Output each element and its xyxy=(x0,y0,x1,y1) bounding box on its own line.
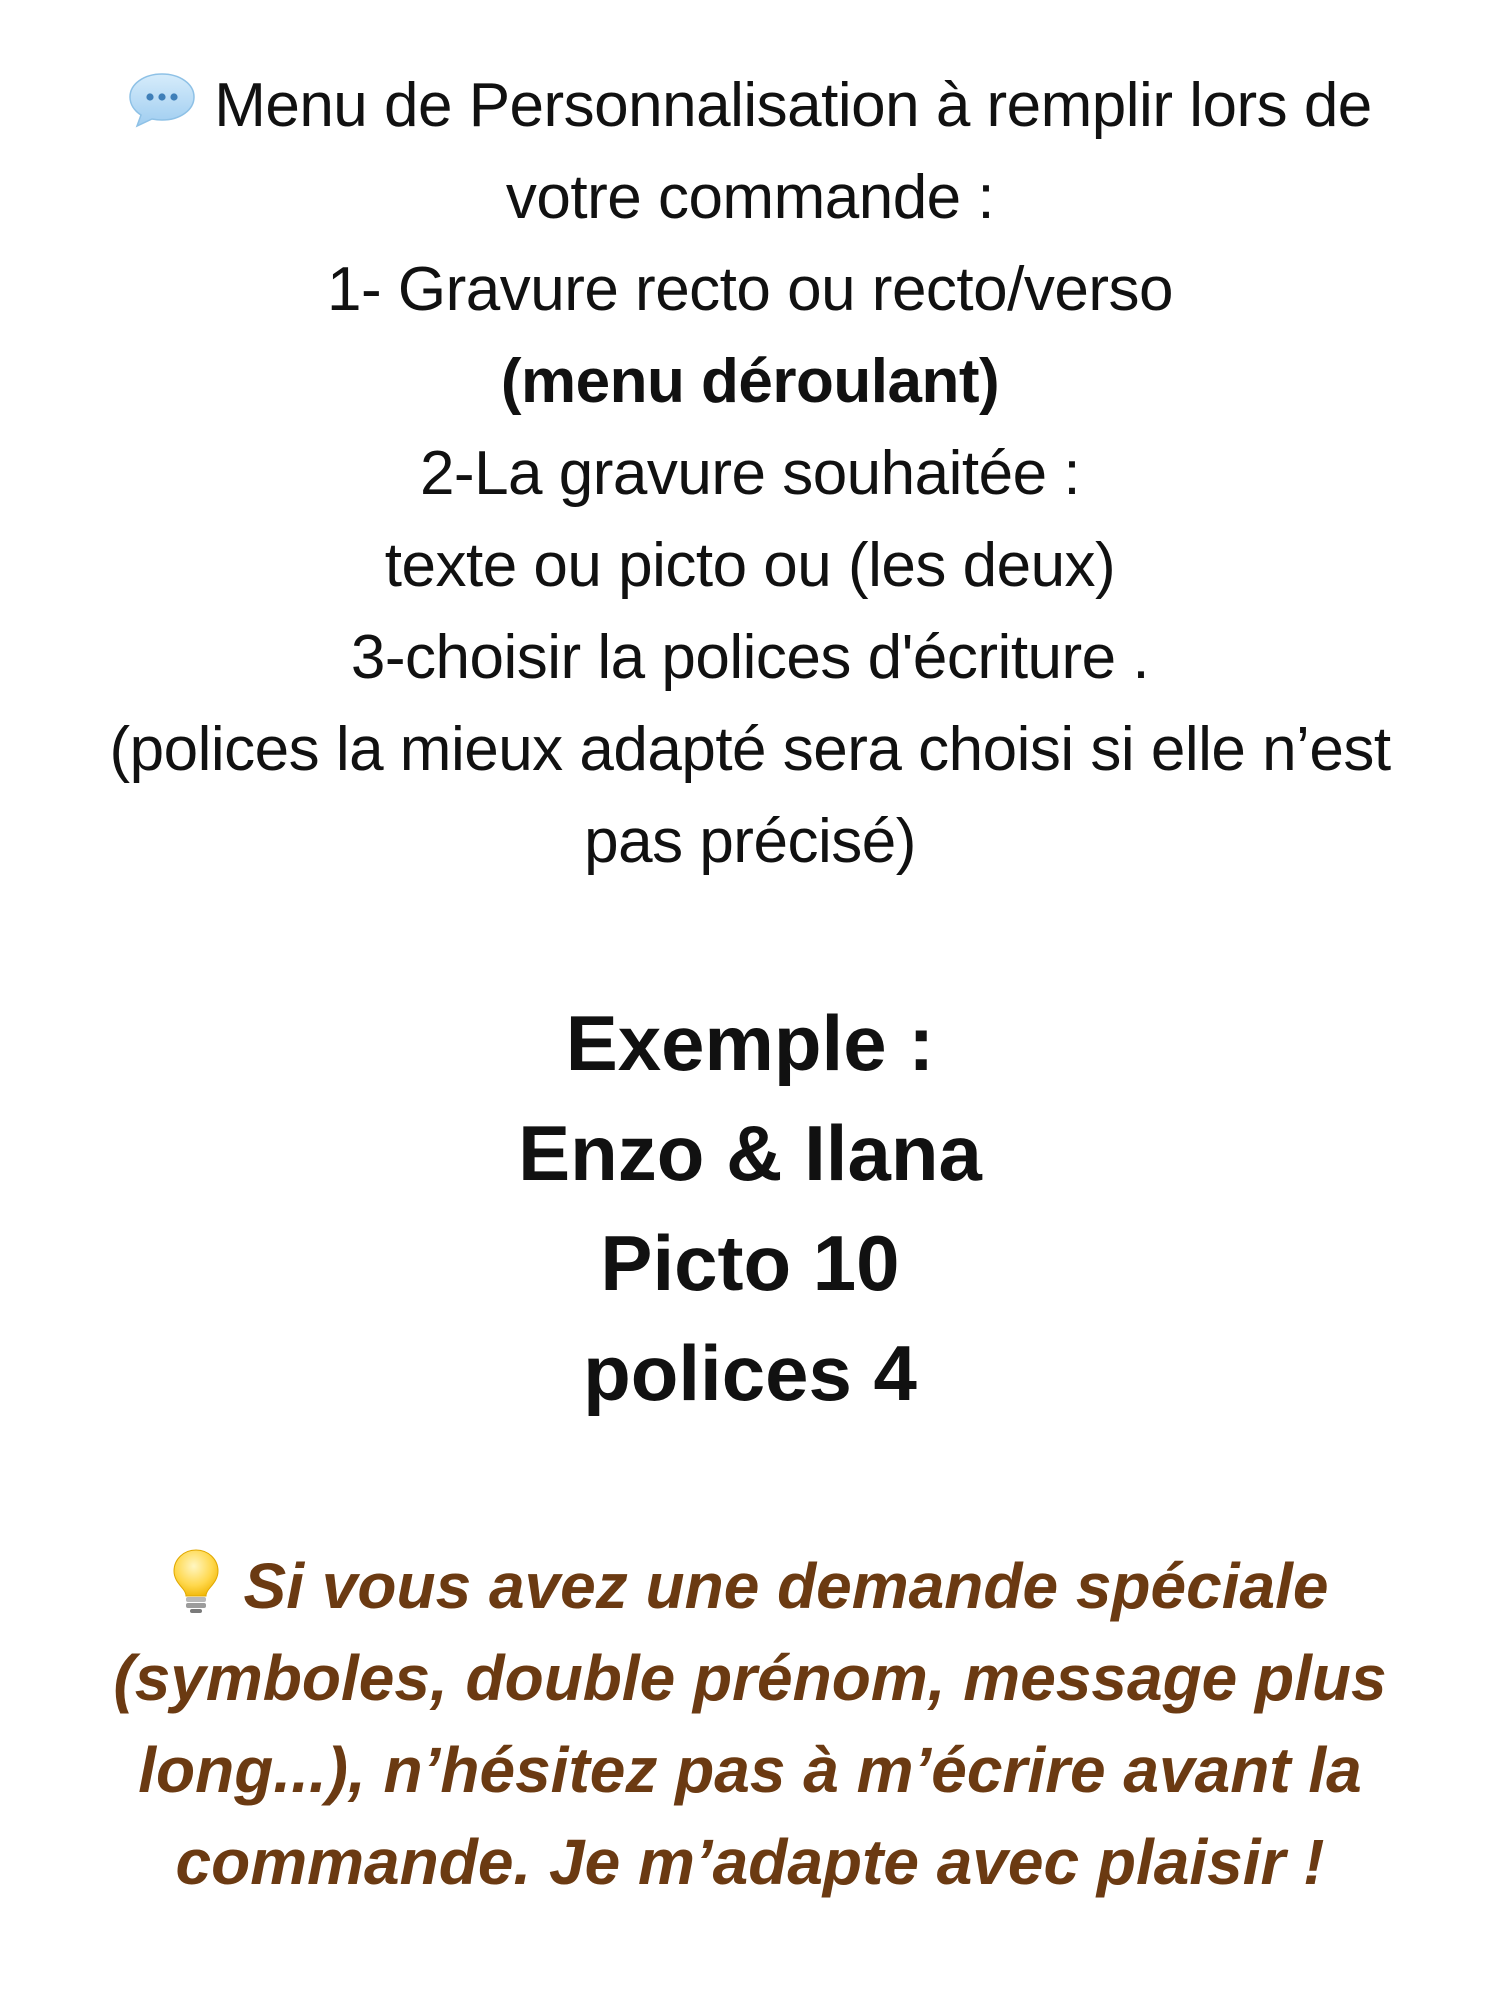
note-line-4: commande. Je m’adapte avec plaisir ! xyxy=(175,1826,1325,1898)
example-section xyxy=(0,988,1500,1428)
intro-line-5: 2-La gravure souhaitée : xyxy=(419,439,1081,508)
intro-line-9: pas précisé) xyxy=(584,807,916,876)
customization-instructions xyxy=(10,60,1490,888)
intro-line-2: votre commande : xyxy=(505,163,995,232)
example-font: polices 4 xyxy=(583,1329,917,1417)
speech-bubble-icon xyxy=(128,72,196,128)
example-picto: Picto 10 xyxy=(600,1219,900,1307)
intro-line-6: texte ou picto ou (les deux) xyxy=(384,531,1116,600)
light-bulb-icon xyxy=(172,1548,220,1614)
example-names: Enzo & Ilana xyxy=(518,1109,982,1197)
intro-line-1-text: Menu de Personnalisation à remplir lors de xyxy=(214,71,1372,140)
example-heading: Exemple : xyxy=(565,999,935,1087)
note-line-1-text: Si vous avez une demande spéciale xyxy=(243,1550,1329,1622)
special-request-note xyxy=(40,1540,1460,1908)
intro-line-1 xyxy=(10,60,1490,152)
intro-line-3: 1- Gravure recto ou recto/verso xyxy=(327,255,1173,324)
note-line-1 xyxy=(40,1540,1460,1632)
intro-line-7: 3-choisir la polices d'écriture . xyxy=(350,623,1150,692)
intro-line-4: (menu déroulant) xyxy=(500,347,1000,416)
note-line-3: long...), n’hésitez pas à m’écrire avant la xyxy=(138,1734,1362,1806)
intro-line-8: (polices la mieux adapté sera choisi si elle n’est xyxy=(109,715,1391,784)
note-line-2: (symboles, double prénom, message plus xyxy=(113,1642,1387,1714)
